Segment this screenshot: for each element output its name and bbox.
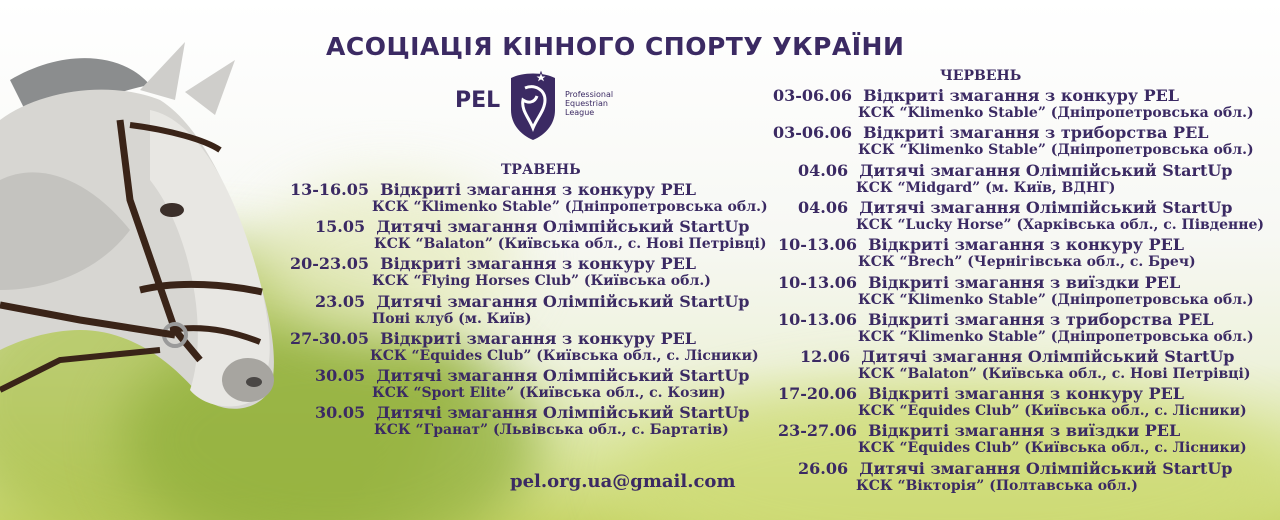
may-event-title (315, 217, 749, 236)
event-date: 04.06 (798, 198, 849, 217)
june-event-title (798, 459, 1232, 478)
event-date: 10-13.06 (778, 273, 858, 292)
pel-logo (455, 68, 635, 144)
event-date: 30.05 (315, 403, 366, 422)
event-date: 26.06 (798, 459, 849, 478)
logo-subtitle-line: Equestrian (565, 99, 608, 108)
june-event-venue: КСК “Midgard” (м. Київ, ВДНГ) (856, 180, 1116, 196)
event-name: Відкриті змагання з виїздки PEL (868, 273, 1181, 292)
event-name: Відкриті змагання з виїздки PEL (868, 421, 1181, 440)
june-event-venue: КСК “Вікторія” (Полтавська обл.) (856, 478, 1138, 494)
june-event-title (778, 421, 1180, 440)
event-name: Дитячі змагання Олімпійський StartUp (376, 217, 750, 236)
june-event-title (778, 273, 1180, 292)
may-event-title (290, 329, 696, 348)
june-event-venue: КСК “Balaton” (Київська обл., с. Нові Петрівці) (858, 366, 1251, 382)
logo-subtitle (565, 90, 635, 117)
may-event-venue: КСК “Equides Club” (Київська обл., с. Лісники) (370, 348, 759, 364)
event-name: Дитячі змагання Олімпійський StartUp (859, 459, 1233, 478)
event-name: Дитячі змагання Олімпійський StartUp (376, 403, 750, 422)
june-event-title (773, 86, 1179, 105)
may-event-title (315, 403, 749, 422)
june-event-title (778, 310, 1214, 329)
june-event-venue: КСК “Lucky Horse” (Харківська обл., с. Південне) (856, 217, 1265, 233)
may-event-title (315, 366, 749, 385)
may-event-title (290, 254, 696, 273)
may-event-title (315, 292, 749, 311)
logo-subtitle-line: Professional (565, 90, 614, 99)
event-name: Відкриті змагання з конкуру PEL (868, 384, 1185, 403)
event-date: 23.05 (315, 292, 366, 311)
event-date: 10-13.06 (778, 235, 858, 254)
event-date: 15.05 (315, 217, 366, 236)
may-event-title (290, 180, 696, 199)
event-name: Дитячі змагання Олімпійський StartUp (376, 366, 750, 385)
event-date: 04.06 (798, 161, 849, 180)
june-event-title (778, 384, 1184, 403)
june-heading: ЧЕРВЕНЬ (940, 68, 1022, 84)
event-name: Дитячі змагання Олімпійський StartUp (859, 161, 1233, 180)
event-name: Відкриті змагання з конкуру PEL (863, 86, 1180, 105)
event-date: 13-16.05 (290, 180, 370, 199)
event-date: 27-30.05 (290, 329, 370, 348)
may-event-venue: КСК “Flying Horses Club” (Київська обл.) (372, 273, 711, 289)
june-event-title (798, 198, 1232, 217)
june-event-title (778, 235, 1184, 254)
event-name: Відкриті змагання з триборства PEL (863, 123, 1209, 142)
june-event-venue: КСК “Klimenko Stable” (Дніпропетровська обл.) (858, 105, 1254, 121)
june-event-title (800, 347, 1234, 366)
june-event-venue: КСК “Brech” (Чернігівська обл., с. Бреч) (858, 254, 1196, 270)
june-event-venue: КСК “Klimenko Stable” (Дніпропетровська обл.) (858, 142, 1254, 158)
event-name: Відкриті змагання з триборства PEL (868, 310, 1214, 329)
event-date: 17-20.06 (778, 384, 858, 403)
shield-horse-icon (507, 70, 559, 142)
event-date: 03-06.06 (773, 123, 853, 142)
horse-image (0, 30, 300, 520)
event-date: 03-06.06 (773, 86, 853, 105)
june-event-title (798, 161, 1232, 180)
event-name: Відкриті змагання з конкуру PEL (380, 254, 697, 273)
page-title: АСОЦІАЦІЯ КІННОГО СПОРТУ УКРАЇНИ (326, 32, 905, 61)
logo-subtitle-line: League (565, 108, 595, 117)
may-event-venue: КСК “Sport Elite” (Київська обл., с. Козин) (372, 385, 726, 401)
event-name: Відкриті змагання з конкуру PEL (380, 180, 697, 199)
may-event-venue: Поні клуб (м. Київ) (372, 311, 532, 327)
june-event-venue: КСК “Klimenko Stable” (Дніпропетровська обл.) (858, 329, 1254, 345)
logo-wordmark: PEL (455, 88, 501, 113)
event-date: 12.06 (800, 347, 851, 366)
event-name: Відкриті змагання з конкуру PEL (380, 329, 697, 348)
contact-email[interactable]: pel.org.ua@gmail.com (510, 471, 736, 492)
event-name: Дитячі змагання Олімпійський StartUp (861, 347, 1235, 366)
event-date: 30.05 (315, 366, 366, 385)
event-date: 10-13.06 (778, 310, 858, 329)
may-event-venue: КСК “Balaton” (Київська обл., с. Нові Петрівці) (374, 236, 767, 252)
june-event-title (773, 123, 1209, 142)
may-event-venue: КСК “Гранат” (Львівська обл., с. Бартатів) (374, 422, 729, 438)
june-event-venue: КСК “Equides Club” (Київська обл., с. Лісники) (858, 403, 1247, 419)
june-event-venue: КСК “Klimenko Stable” (Дніпропетровська обл.) (858, 292, 1254, 308)
june-event-venue: КСК “Equides Club” (Київська обл., с. Лісники) (858, 440, 1247, 456)
event-name: Дитячі змагання Олімпійський StartUp (859, 198, 1233, 217)
may-event-venue: КСК “Klimenko Stable” (Дніпропетровська обл.) (372, 199, 768, 215)
may-heading: ТРАВЕНЬ (501, 162, 581, 178)
event-name: Дитячі змагання Олімпійський StartUp (376, 292, 750, 311)
event-date: 23-27.06 (778, 421, 858, 440)
event-date: 20-23.05 (290, 254, 370, 273)
event-name: Відкриті змагання з конкуру PEL (868, 235, 1185, 254)
